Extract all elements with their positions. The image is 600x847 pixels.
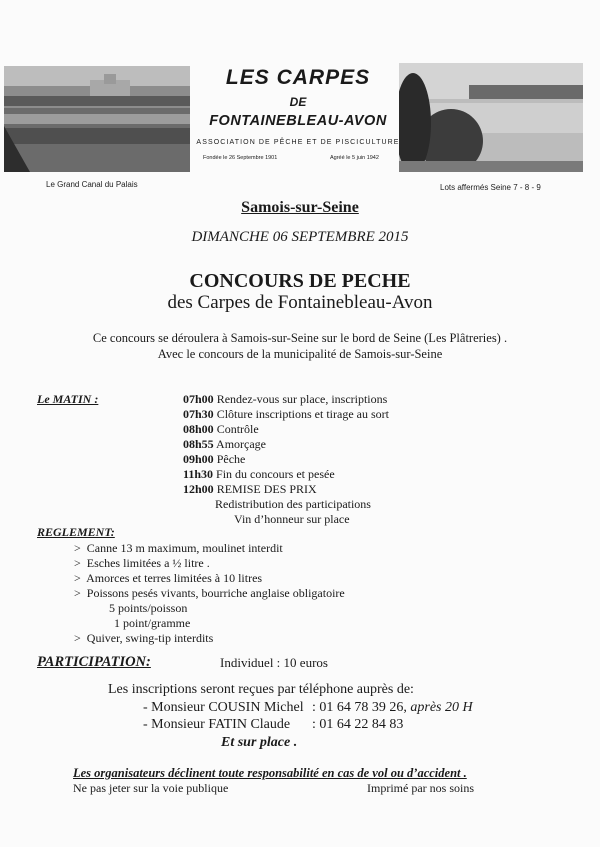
participation-fee: Individuel : 10 euros <box>220 655 328 670</box>
founded-date: Fondée le 26 Septembre 1901 <box>203 155 278 161</box>
club-title-line2: DE <box>289 95 307 109</box>
contact-1-name: - Monsieur COUSIN Michel <box>143 700 304 715</box>
club-title-line3: FONTAINEBLEAU-AVON <box>209 113 387 129</box>
schedule-row: 07h30 Clôture inscriptions et tirage au sort <box>183 407 389 421</box>
schedule-extra-2: Vin d’honneur sur place <box>234 512 350 526</box>
rules-heading: REGLEMENT: <box>37 525 115 539</box>
grand-canal-photo <box>4 66 190 172</box>
left-photo-caption: Le Grand Canal du Palais <box>46 180 138 189</box>
footer-left-note: Ne pas jeter sur la voie publique <box>73 781 229 795</box>
contact-1-note: après 20 H <box>410 700 473 715</box>
footer-right-note: Imprimé par nos soins <box>367 781 474 795</box>
intro-line2: Avec le concours de la municipalité de Samois-sur-Seine <box>157 347 443 361</box>
list-item: > Poissons pesés vivants, bourriche anglaise obligatoire <box>74 586 345 600</box>
contact-2-phone: : 01 64 22 84 83 <box>312 717 404 732</box>
seine-lots-photo <box>399 63 583 172</box>
right-photo-caption: Lots affermés Seine 7 - 8 - 9 <box>440 183 541 192</box>
schedule-row: 09h00 Pêche <box>183 452 246 466</box>
association-subtitle: ASSOCIATION DE PÊCHE ET DE PISCICULTURE <box>196 139 400 146</box>
event-subtitle: des Carpes de Fontainebleau-Avon <box>167 292 433 313</box>
schedule-row: 08h55 Amorçage <box>183 437 267 451</box>
event-title: CONCOURS DE PECHE <box>189 270 411 292</box>
participation-heading: PARTICIPATION: <box>37 654 151 670</box>
club-title-line1: LES CARPES <box>225 66 371 89</box>
schedule-row: 07h00 Rendez-vous sur place, inscriptions <box>183 392 388 406</box>
list-item: > Canne 13 m maximum, moulinet interdit <box>74 541 283 555</box>
contact-1-phone: : 01 64 78 39 26, après 20 H <box>312 700 473 715</box>
grand-canal-image <box>4 66 190 172</box>
schedule-row: 12h00 REMISE DES PRIX <box>183 482 317 496</box>
schedule-row: 08h00 Contrôle <box>183 422 259 436</box>
list-item: > Amorces et terres limitées à 10 litres <box>74 571 263 585</box>
contact-2-name: - Monsieur FATIN Claude <box>143 717 291 732</box>
event-date: DIMANCHE 06 SEPTEMBRE 2015 <box>191 229 409 245</box>
morning-heading: Le MATIN : <box>37 392 99 406</box>
intro-line1: Ce concours se déroulera à Samois-sur-Seine sur le bord de Seine (Les Plâtreries) . <box>92 331 508 345</box>
registration-intro: Les inscriptions seront reçues par téléphone auprès de: <box>108 682 414 697</box>
morning-schedule <box>183 392 389 497</box>
rules-list <box>74 541 345 646</box>
schedule-extra-1: Redistribution des participations <box>215 497 371 511</box>
seine-lots-image <box>399 63 583 172</box>
disclaimer: Les organisateurs déclinent toute responsabilité en cas de vol ou d’accident . <box>73 766 467 780</box>
event-location: Samois-sur-Seine <box>241 199 359 216</box>
onsite-registration: Et sur place . <box>221 735 298 750</box>
approved-date: Agréé le 5 juin 1942 <box>330 155 379 161</box>
list-item: > Quiver, swing-tip interdits <box>74 631 214 645</box>
list-item: 5 points/poisson <box>109 601 188 615</box>
list-item: > Esches limitées a ½ litre . <box>74 556 210 570</box>
list-item: 1 point/gramme <box>114 616 191 630</box>
schedule-row: 11h30 Fin du concours et pesée <box>183 467 335 481</box>
